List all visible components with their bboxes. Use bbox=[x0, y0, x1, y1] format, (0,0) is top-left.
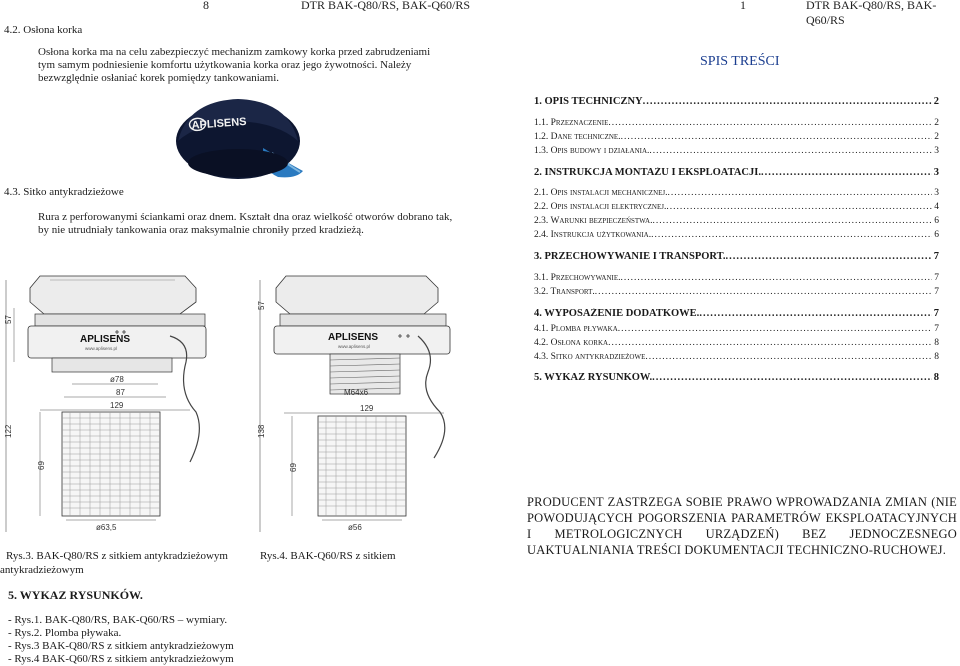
section-4-2-line: bezwzględnie osłaniać korek pomiędzy tankowaniami. bbox=[38, 72, 279, 84]
toc-entry-label: 4. WYPOSAŻENIE DODATKOWE. bbox=[534, 308, 700, 319]
drawing-bak-q80 bbox=[0, 262, 215, 547]
drawing-url-left: www.aplisens.pl bbox=[85, 346, 118, 351]
toc-entry-page: 6 bbox=[934, 230, 939, 240]
toc-entry-page: 2 bbox=[934, 132, 939, 142]
cover-logo: APLISENS bbox=[191, 115, 247, 132]
drawing-url-right: www.aplisens.pl bbox=[338, 344, 371, 349]
toc-entry-label: 4.3. Sitko antykradzieżowe bbox=[534, 352, 646, 362]
toc-entry[interactable] bbox=[534, 351, 939, 363]
toc-entry[interactable] bbox=[534, 308, 939, 320]
dim-129: 129 bbox=[110, 401, 124, 410]
right-doc-title: DTR BAK-Q80/RS, BAK-Q60/RS bbox=[806, 0, 937, 27]
toc-entry[interactable] bbox=[534, 215, 939, 227]
drawing-bak-q60 bbox=[248, 262, 458, 547]
toc-entry-label: 1. OPIS TECHNICZNY bbox=[534, 96, 643, 107]
section-4-3-text bbox=[38, 211, 468, 237]
toc-entry-page: 8 bbox=[934, 352, 939, 362]
figure-list-item: - Rys.4 BAK-Q60/RS z sitkiem antykradzieżowym bbox=[8, 653, 234, 665]
toc-entry-label: 1.3. Opis budowy i działania. bbox=[534, 146, 650, 156]
toc-entry[interactable] bbox=[534, 96, 939, 108]
toc-entry[interactable] bbox=[534, 251, 939, 263]
dim-57: 57 bbox=[4, 315, 13, 324]
toc-entry[interactable] bbox=[534, 229, 939, 241]
cover-photo bbox=[168, 93, 308, 185]
toc-entry-page: 3 bbox=[934, 188, 939, 198]
dim-d78: ø78 bbox=[110, 375, 124, 384]
toc-entry-label: 3.1. Przechowywanie. bbox=[534, 273, 621, 283]
toc-entry-label: 2.4. Instrukcja użytkowania. bbox=[534, 230, 652, 240]
toc-entry-label: 4.1. Plomba pływaka bbox=[534, 324, 618, 334]
toc-entry-page: 8 bbox=[933, 372, 939, 383]
left-page-number: 8 bbox=[203, 0, 209, 12]
toc-entry-page: 2 bbox=[933, 96, 939, 107]
toc-entry[interactable] bbox=[534, 337, 939, 349]
toc-entry-label: 3.2. Transport. bbox=[534, 287, 595, 297]
toc-entry-label: 2.2. Opis instalacji elektrycznej. bbox=[534, 202, 667, 212]
toc-entry-page: 7 bbox=[934, 287, 939, 297]
toc-entry[interactable] bbox=[534, 272, 939, 284]
drawing-logo-left: APLISENS bbox=[80, 334, 131, 345]
toc-entry-label: 2. INSTRUKCJA MONTAŻU I EKSPLOATACJI. bbox=[534, 167, 761, 178]
toc-entry[interactable] bbox=[534, 286, 939, 298]
toc-entry-page: 7 bbox=[933, 308, 939, 319]
toc-entry[interactable] bbox=[534, 117, 939, 129]
caption-rys4: Rys.4. BAK-Q60/RS z sitkiem bbox=[260, 550, 396, 562]
caption-rys3-cont: antykradzieżowym bbox=[0, 564, 84, 576]
dim-69-right: 69 bbox=[289, 463, 298, 472]
toc-entry-page: 6 bbox=[934, 216, 939, 226]
toc-entry-page: 7 bbox=[933, 251, 939, 262]
right-page-number: 1 bbox=[740, 0, 746, 12]
section-4-2-line: Osłona korka ma na celu zabezpieczyć mechanizm zamkowy korka przed zabrudzeniami bbox=[38, 46, 431, 58]
dim-d635: ø63,5 bbox=[96, 523, 117, 532]
toc-entry[interactable] bbox=[534, 131, 939, 143]
dim-138: 138 bbox=[257, 424, 266, 438]
dim-57-right: 57 bbox=[257, 301, 266, 310]
caption-rys3: Rys.3. BAK-Q80/RS z sitkiem antykradzieżowym bbox=[6, 550, 228, 562]
toc-entry-label: 4.2. Osłona korka bbox=[534, 338, 609, 348]
toc-entry-page: 3 bbox=[934, 146, 939, 156]
toc-entry-label: 2.1. Opis instalacji mechanicznej. bbox=[534, 188, 668, 198]
dim-69-left: 69 bbox=[37, 461, 46, 470]
section-4-3-title: 4.3. Sitko antykradzieżowe bbox=[4, 186, 124, 198]
toc-entry[interactable] bbox=[534, 372, 939, 384]
section-4-3-line: by nie utrudniały tankowania oraz maksymalnie chroniły przed kradzieżą. bbox=[38, 224, 364, 236]
toc-entry-page: 4 bbox=[934, 202, 939, 212]
toc-entry-label: 3. PRZECHOWYWANIE I TRANSPORT. bbox=[534, 251, 726, 262]
toc-entry-page: 2 bbox=[934, 118, 939, 128]
toc-entry-label: 2.3. Warunki bezpieczeństwa. bbox=[534, 216, 653, 226]
figure-list-item: - Rys.1. BAK-Q80/RS, BAK-Q60/RS – wymiary. bbox=[8, 614, 228, 626]
dim-d56: ø56 bbox=[348, 523, 362, 532]
toc-entry-label: 5. WYKAZ RYSUNKÓW. bbox=[534, 372, 653, 383]
toc-entry[interactable] bbox=[534, 145, 939, 157]
toc-entry-page: 8 bbox=[934, 338, 939, 348]
toc-entry-page: 7 bbox=[934, 324, 939, 334]
left-doc-title: DTR BAK-Q80/RS, BAK-Q60/RS bbox=[301, 0, 471, 12]
figure-list-item: - Rys.2. Plomba pływaka. bbox=[8, 627, 122, 639]
dim-122: 122 bbox=[4, 424, 13, 438]
toc-entry[interactable] bbox=[534, 187, 939, 199]
figure-list-item: - Rys.3 BAK-Q80/RS z sitkiem antykradzieżowym bbox=[8, 640, 234, 652]
toc-entry[interactable] bbox=[534, 167, 939, 179]
toc-entry-page: 3 bbox=[933, 167, 939, 178]
section-5-title: 5. WYKAZ RYSUNKÓW. bbox=[8, 588, 143, 602]
dim-129-right: 129 bbox=[360, 404, 374, 413]
drawing-logo-right: APLISENS bbox=[328, 332, 379, 343]
section-4-2-text bbox=[38, 46, 458, 85]
toc-entry-label: 1.2. Dane techniczne. bbox=[534, 132, 621, 142]
manufacturer-notice: PRODUCENT ZASTRZEGA SOBIE PRAWO WPROWADZANIA ZMIAN (NIE POWODUJĄCYCH POGORSZENIA PARAMETRÓW EKSPLOATACYJNYCH I METROLOGICZNYCH URZĄDZEŃ) BEZ JEDNOCZESNEGO UAKTUALNIANIA TREŚCI DOKUMENTACJI TECHNICZNO-RUCHOWEJ. bbox=[527, 495, 957, 557]
dim-87: 87 bbox=[116, 388, 125, 397]
toc-entry[interactable] bbox=[534, 323, 939, 335]
toc-entry-label: 1.1. Przeznaczenie bbox=[534, 118, 609, 128]
section-4-2-line: tym samym podniesienie komfortu użytkowania korka oraz jego żywotności. Należy bbox=[38, 59, 412, 71]
section-4-3-line: Rura z perforowanymi ściankami oraz dnem. Kształt dna oraz wielkość otworów dobrano tak, bbox=[38, 211, 453, 223]
toc-title: SPIS TREŚCI bbox=[700, 54, 780, 69]
section-4-2-title: 4.2. Osłona korka bbox=[4, 24, 83, 36]
toc-entry[interactable] bbox=[534, 201, 939, 213]
dim-m64: M64x6 bbox=[344, 388, 369, 397]
toc-entry-page: 7 bbox=[934, 273, 939, 283]
